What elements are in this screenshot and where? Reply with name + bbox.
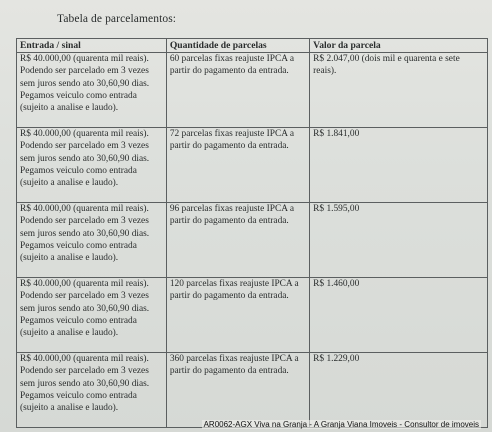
- table-row: [17, 53, 488, 128]
- cell-quantidade: 120 parcelas fixas reajuste IPCA a partir do pagamento da entrada.: [166, 278, 309, 353]
- cell-entrada: R$ 40.000,00 (quarenta mil reais). Podendo ser parcelado em 3 vezes sem juros sendo ato 30,60,90 dias. Pegamos veiculo como entrada (sujeito a analise e laudo).: [17, 203, 167, 278]
- page-title: Tabela de parcelamentos:: [57, 13, 177, 25]
- cell-entrada: R$ 40.000,00 (quarenta mil reais). Podendo ser parcelado em 3 vezes sem juros sendo ato 30,60,90 dias. Pegamos veiculo como entrada (sujeito a analise e laudo).: [17, 278, 167, 353]
- table-row: [17, 278, 488, 353]
- column-header-entrada: Entrada / sinal: [17, 39, 167, 53]
- cell-valor: R$ 2.047,00 (dois mil e quarenta e sete reais).: [310, 53, 488, 128]
- cell-valor: R$ 1.841,00: [310, 128, 488, 203]
- cell-entrada: R$ 40.000,00 (quarenta mil reais). Podendo ser parcelado em 3 vezes sem juros sendo ato 30,60,90 dias. Pegamos veiculo como entrada (sujeito a analise e laudo).: [17, 53, 167, 128]
- cell-entrada: R$ 40.000,00 (quarenta mil reais). Podendo ser parcelado em 3 vezes sem juros sendo ato 30,60,90 dias. Pegamos veiculo como entrada (sujeito a analise e laudo).: [17, 353, 167, 428]
- watermark-caption: AR0062-AGX Viva na Granja - A Granja Viana Imoveis - Consultor de imoveis: [203, 420, 479, 429]
- cell-valor: R$ 1.460,00: [310, 278, 488, 353]
- cell-quantidade: 60 parcelas fixas reajuste IPCA a partir do pagamento da entrada.: [166, 53, 309, 128]
- cell-entrada: R$ 40.000,00 (quarenta mil reais). Podendo ser parcelado em 3 vezes sem juros sendo ato 30,60,90 dias. Pegamos veiculo como entrada (sujeito a analise e laudo).: [17, 128, 167, 203]
- cell-quantidade: 360 parcelas fixas reajuste IPCA a partir do pagamento da entrada.: [166, 353, 309, 428]
- column-header-quantidade: Quantidade de parcelas: [166, 39, 309, 53]
- cell-quantidade: 96 parcelas fixas reajuste IPCA a partir do pagamento da entrada.: [166, 203, 309, 278]
- cell-valor: R$ 1.229,00: [310, 353, 488, 428]
- table-row: [17, 203, 488, 278]
- table-header-row: [17, 39, 488, 53]
- table-row: [17, 353, 488, 428]
- column-header-valor: Valor da parcela: [310, 39, 488, 53]
- cell-quantidade: 72 parcelas fixas reajuste IPCA a partir do pagamento da entrada.: [166, 128, 309, 203]
- cell-valor: R$ 1.595,00: [310, 203, 488, 278]
- table-row: [17, 128, 488, 203]
- installments-table: [16, 38, 488, 428]
